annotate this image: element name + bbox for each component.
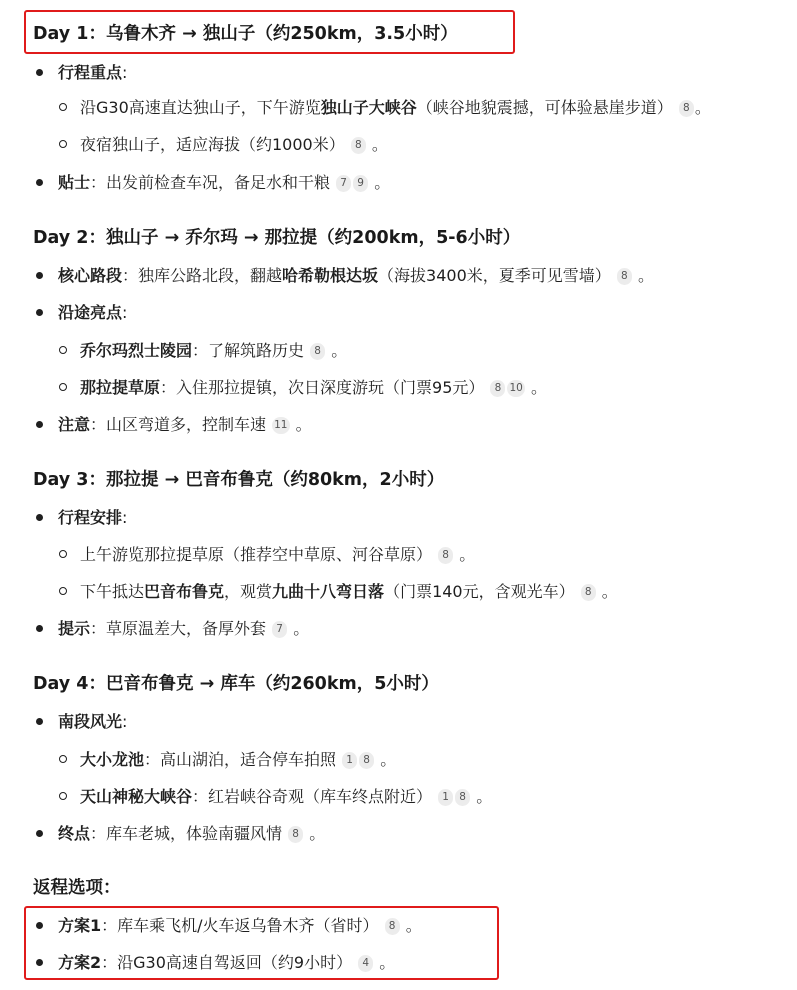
day1-title: Day 1：乌鲁木齐 → 独山子（约250km，3.5小时） xyxy=(33,24,458,44)
citation-badge[interactable]: 8 xyxy=(581,584,596,601)
sub-bullet xyxy=(59,103,67,111)
citation-badge[interactable]: 7 xyxy=(336,175,351,192)
day3-title: Day 3：那拉提 → 巴音布鲁克（约80km，2小时） xyxy=(33,470,445,490)
citation-badge[interactable]: 8 xyxy=(679,100,694,117)
bullet xyxy=(36,179,43,186)
sub-bullet xyxy=(59,550,67,558)
bullet xyxy=(36,625,43,632)
citation-badge[interactable]: 10 xyxy=(507,380,524,397)
day3-plan-item-1: 上午游览那拉提草原（推荐空中草原、河谷草原） 8 。 xyxy=(80,545,476,564)
citation-badge[interactable]: 8 xyxy=(351,137,366,154)
day2-highlight-2: 那拉提草原：入住那拉提镇，次日深度游玩（门票95元） 8 10 。 xyxy=(80,378,547,397)
day1-tip: 贴士：出发前检查车况，备足水和干粮 7 9 。 xyxy=(58,173,391,192)
bullet xyxy=(36,309,43,316)
day4-title: Day 4：巴音布鲁克 → 库车（约260km，5小时） xyxy=(33,674,439,694)
citation-badge[interactable]: 9 xyxy=(353,175,368,192)
day3-tip: 提示：草原温差大，备厚外套 7 。 xyxy=(58,619,310,638)
day2-core: 核心路段：独库公路北段，翻越哈希勒根达坂（海拔3400米，夏季可见雪墙） 8 。 xyxy=(58,266,654,285)
sub-bullet xyxy=(59,383,67,391)
citation-badge[interactable]: 8 xyxy=(490,380,505,397)
citation-badge[interactable]: 8 xyxy=(438,547,453,564)
sub-bullet xyxy=(59,587,67,595)
bullet xyxy=(36,922,43,929)
return-title: 返程选项： xyxy=(33,878,121,898)
day1-focus-item-2: 夜宿独山子，适应海拔（约1000米） 8 。 xyxy=(80,135,388,154)
return-option-2: 方案2：沿G30高速自驾返回（约9小时） 4 。 xyxy=(58,953,396,972)
bullet xyxy=(36,514,43,521)
return-option-1: 方案1：库车乘飞机/火车返乌鲁木齐（省时） 8 。 xyxy=(58,916,422,935)
citation-badge[interactable]: 8 xyxy=(359,752,374,769)
bullet xyxy=(36,830,43,837)
sub-bullet xyxy=(59,346,67,354)
citation-badge[interactable]: 8 xyxy=(455,789,470,806)
bullet xyxy=(36,718,43,725)
bullet xyxy=(36,272,43,279)
citation-badge[interactable]: 11 xyxy=(272,417,289,434)
day1-focus: 行程重点: xyxy=(58,63,128,82)
citation-badge[interactable]: 7 xyxy=(272,621,287,638)
sub-bullet xyxy=(59,140,67,148)
day4-south-item-2: 天山神秘大峡谷：红岩峡谷奇观（库车终点附近） 1 8 。 xyxy=(80,787,493,806)
day2-note: 注意：山区弯道多，控制车速 11 。 xyxy=(58,415,312,434)
day1-focus-item-1: 沿G30高速直达独山子，下午游览独山子大峡谷（峡谷地貌震撼，可体验悬崖步道） 8 。 xyxy=(80,98,711,117)
bullet xyxy=(36,959,43,966)
citation-badge[interactable]: 8 xyxy=(288,826,303,843)
day4-south-item-1: 大小龙池：高山湖泊，适合停车拍照 1 8 。 xyxy=(80,750,397,769)
citation-badge[interactable]: 4 xyxy=(358,955,373,972)
day3-plan: 行程安排: xyxy=(58,508,128,527)
day2-highlights: 沿途亮点: xyxy=(58,303,128,322)
citation-badge[interactable]: 1 xyxy=(342,752,357,769)
bullet xyxy=(36,69,43,76)
day1-focus-label: 行程重点 xyxy=(58,63,123,82)
day2-title: Day 2：独山子 → 乔尔玛 → 那拉提（约200km，5-6小时） xyxy=(33,228,521,248)
citation-badge[interactable]: 1 xyxy=(438,789,453,806)
citation-badge[interactable]: 8 xyxy=(385,918,400,935)
day3-plan-item-2: 下午抵达巴音布鲁克，观赏九曲十八弯日落（门票140元，含观光车） 8 。 xyxy=(80,582,618,601)
citation-badge[interactable]: 8 xyxy=(310,343,325,360)
citation-badge[interactable]: 8 xyxy=(617,268,632,285)
day2-highlight-1: 乔尔玛烈士陵园：了解筑路历史 8 。 xyxy=(80,341,348,360)
sub-bullet xyxy=(59,755,67,763)
bullet xyxy=(36,421,43,428)
sub-bullet xyxy=(59,792,67,800)
day4-end: 终点：库车老城，体验南疆风情 8 。 xyxy=(58,824,326,843)
day4-south: 南段风光: xyxy=(58,712,128,731)
